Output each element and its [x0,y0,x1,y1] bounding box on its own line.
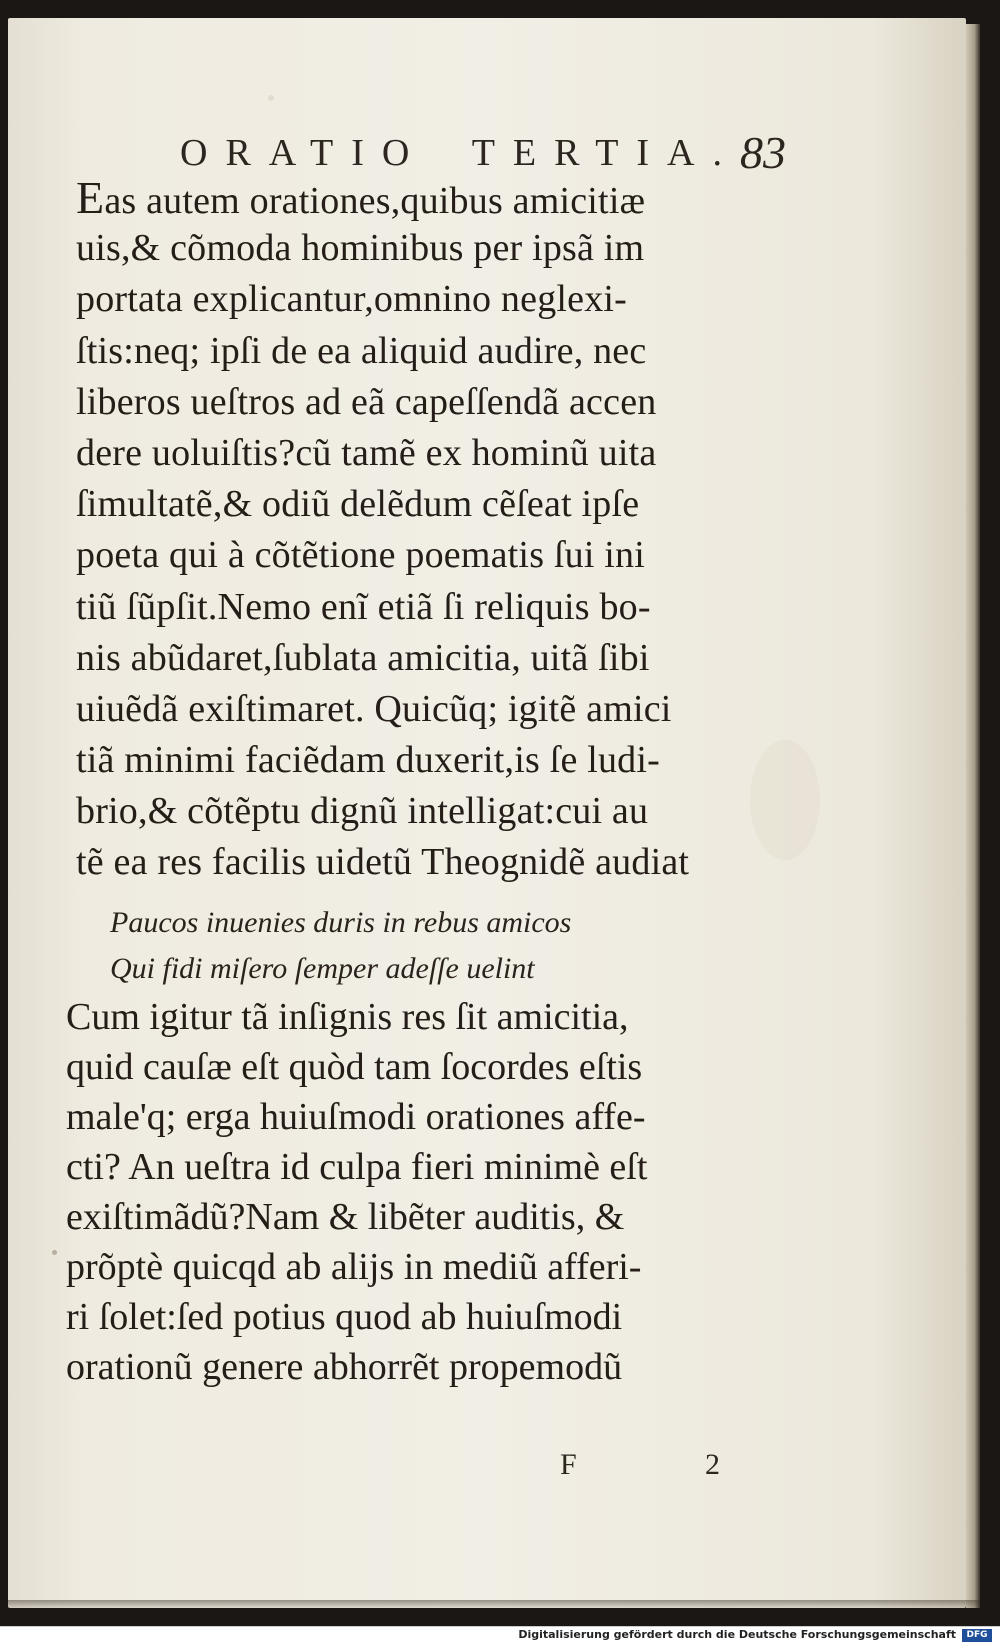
dfg-logo: DFG [962,1629,992,1642]
text-line: poeta qui à cõtẽtione poematis ſui ini [76,534,646,577]
verse-line: Paucos inuenies duris in rebus amicos [110,906,572,939]
text-line: dere uoluiſtis?cũ tamẽ ex hominũ uita [76,431,657,474]
body-text-continued [66,992,786,1392]
text-line: cti? An ueſtra id culpa fieri minimè eſt [66,1146,648,1188]
text-line: uis,& cõmoda hominibus per ipsã im [76,227,645,270]
page-shadow [8,1600,980,1610]
text-line: uiuẽdã exiſtimaret. Quicũq; igitẽ amici [76,687,672,730]
signature-letter: F [560,1448,577,1481]
verse-quotation [110,900,710,992]
body-text [76,172,796,889]
signature-number: 2 [705,1448,720,1481]
funding-credit: Digitalisierung gefördert durch die Deutsche Forschungsgemeinschaft [518,1628,956,1641]
paper-speck [268,95,274,101]
running-title-word: TERTIA. [471,132,740,174]
text-line: exiſtimãdũ?Nam & libẽter auditis, & [66,1196,625,1238]
folio-number: 83 [740,127,786,178]
verse-line: Qui fidi miſero ſemper adeſſe uelint [110,952,535,985]
text-line: ſimultatẽ,& odiũ delẽdum cẽſeat ipſe [76,483,640,526]
text-line: portata explicantur,omnino neglexi- [76,278,628,321]
text-line: quid cauſæ eſt quòd tam ſocordes eſtis [66,1046,643,1088]
footer-bar [0,1626,1000,1645]
page-edge [966,24,980,1608]
text-line: Cum igitur tã inſignis res ſit amicitia, [66,996,629,1038]
text-line: Eas autem orationes,quibus amicitiæ [76,172,646,223]
text-line: brio,& cõtẽptu dignũ intelligat:cui au [76,790,649,833]
paper-speck [52,1250,57,1255]
text-line: tẽ ea res facilis uidetũ Theognidẽ audiat [76,841,690,884]
running-title [180,128,740,178]
text-line: tiũ ſũpſit.Nemo enĩ etiã ſi reliquis bo- [76,585,651,628]
text-line: nis abũdaret,ſublata amicitia, uitã ſibi [76,636,650,679]
signature-mark [560,1448,720,1482]
text-line: male'q; erga huiuſmodi orationes affe- [66,1096,646,1138]
text-line: tiã minimi faciẽdam duxerit,is ſe ludi- [76,739,660,782]
running-title-word: ORATIO [180,132,428,174]
text-line: ſtis:neq; ipſi de ea aliquid audire, nec [76,329,647,372]
text-line: orationũ genere abhorrẽt propemodũ [66,1346,623,1388]
text-line: liberos ueſtros ad eã capeſſendã accen [76,380,657,423]
text-line: ri ſolet:ſed potius quod ab huiuſmodi [66,1296,623,1338]
text-line: prõptè quicqd ab alijs in mediũ afferi- [66,1246,642,1288]
